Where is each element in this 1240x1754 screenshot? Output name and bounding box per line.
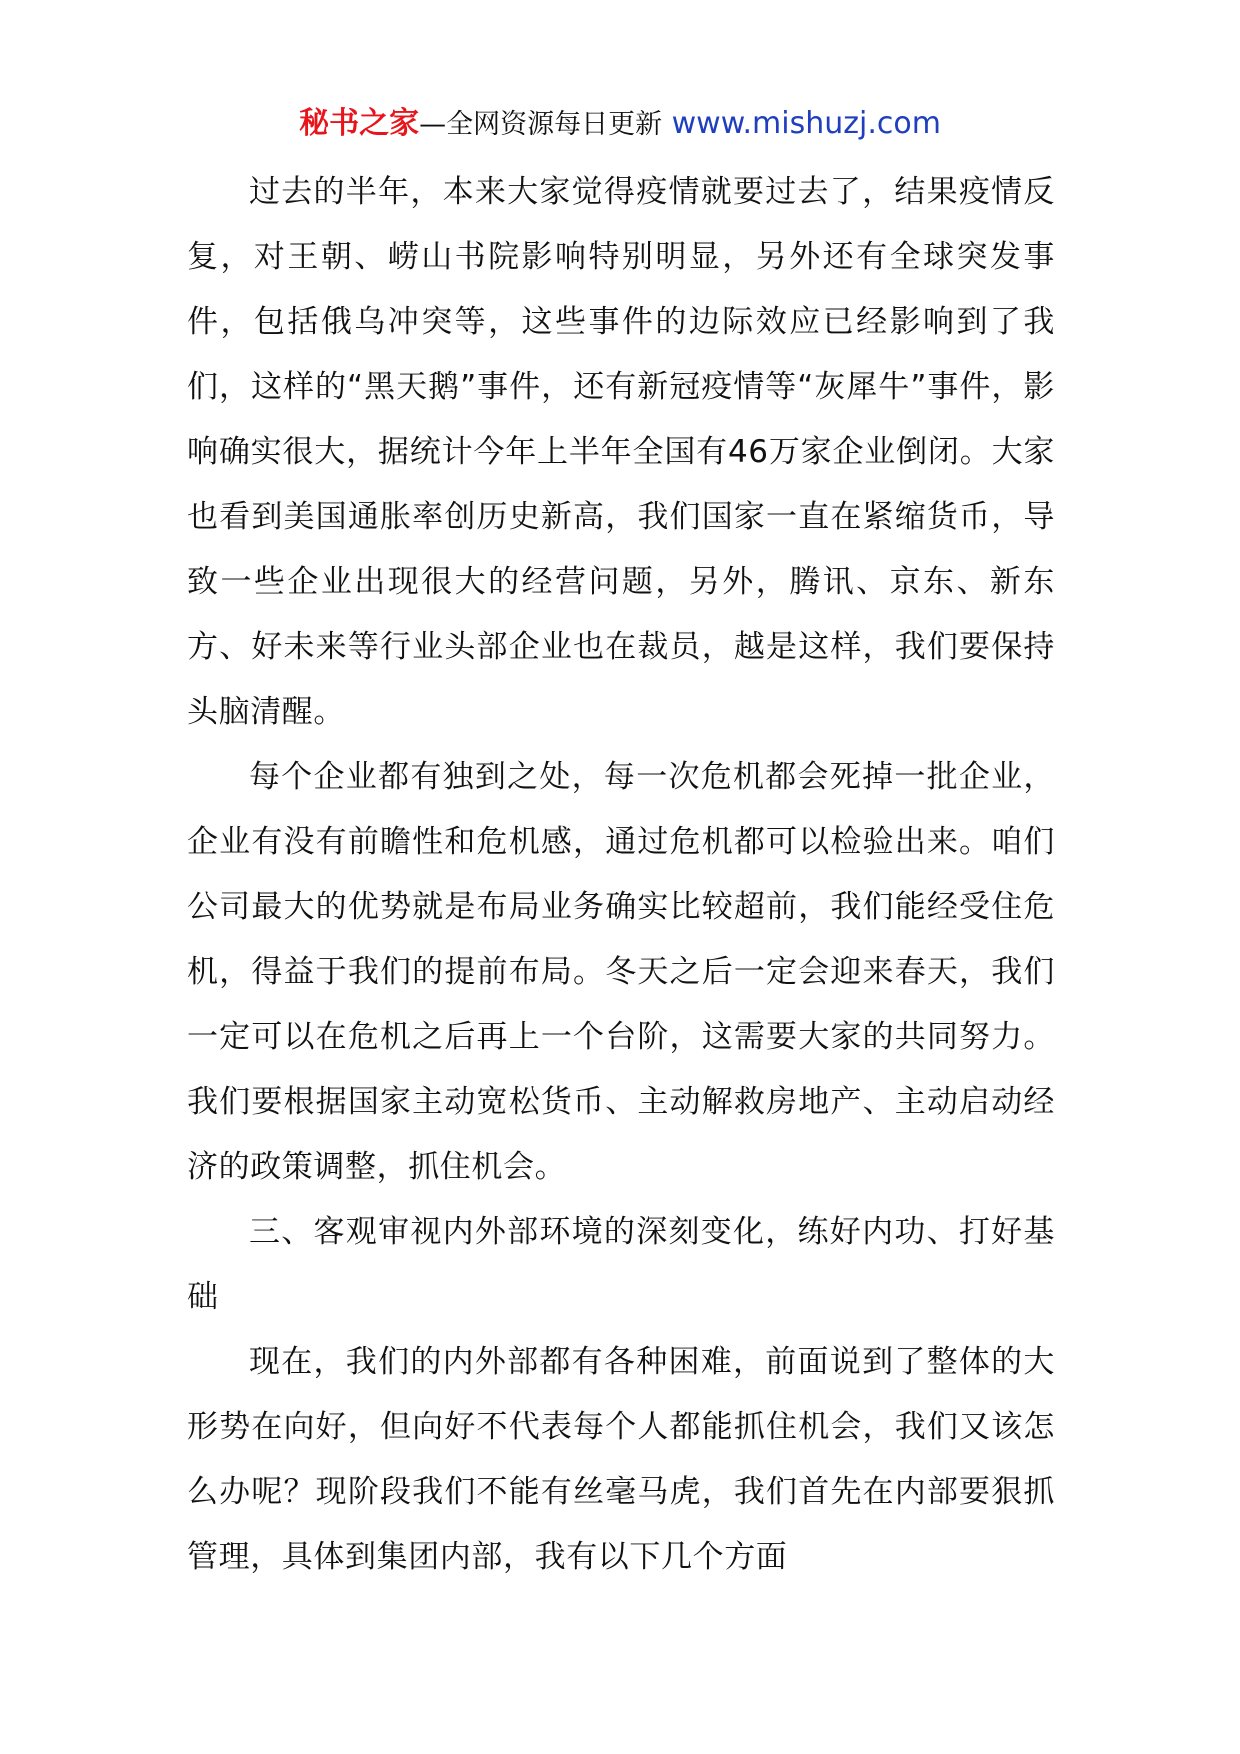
site-url: www.mishuzj.com [671,106,941,141]
paragraph: 每个企业都有独到之处，每一次危机都会死掉一批企业，企业有没有前瞻性和危机感，通过危机都可以检验出来。咱们公司最大的优势就是布局业务确实比较超前，我们能经受住危机，得益于我们的提前布局。冬天之后一定会迎来春天，我们一定可以在危机之后再上一个台阶，这需要大家的共同努力。我们要根据国家主动宽松货币、主动解救房地产、主动启动经济的政策调整，抓住机会。 [187,759,1055,1185]
section-heading: 三、客观审视内外部环境的深刻变化，练好内功、打好基础 [187,1214,1055,1315]
page-header [0,102,1240,147]
paragraph: 现在，我们的内外部都有各种困难，前面说到了整体的大形势在向好，但向好不代表每个人都能抓住机会，我们又该怎么办呢？现阶段我们不能有丝毫马虎，我们首先在内部要狠抓管理，具体到集团内部，我有以下几个方面 [187,1344,1055,1575]
header-slogan: —全网资源每日更新 [419,109,663,140]
document-body [187,160,1055,1590]
paragraph: 过去的半年，本来大家觉得疫情就要过去了，结果疫情反复，对王朝、崂山书院影响特别明显，另外还有全球突发事件，包括俄乌冲突等，这些事件的边际效应已经影响到了我们，这样的“黑天鹅”事件，还有新冠疫情等“灰犀牛”事件，影响确实很大，据统计今年上半年全国有46万家企业倒闭。大家也看到美国通胀率创历史新高，我们国家一直在紧缩货币，导致一些企业出现很大的经营问题，另外，腾讯、京东、新东方、好未来等行业头部企业也在裁员，越是这样，我们要保持头脑清醒。 [187,174,1055,730]
brand-name: 秘书之家 [299,106,420,141]
